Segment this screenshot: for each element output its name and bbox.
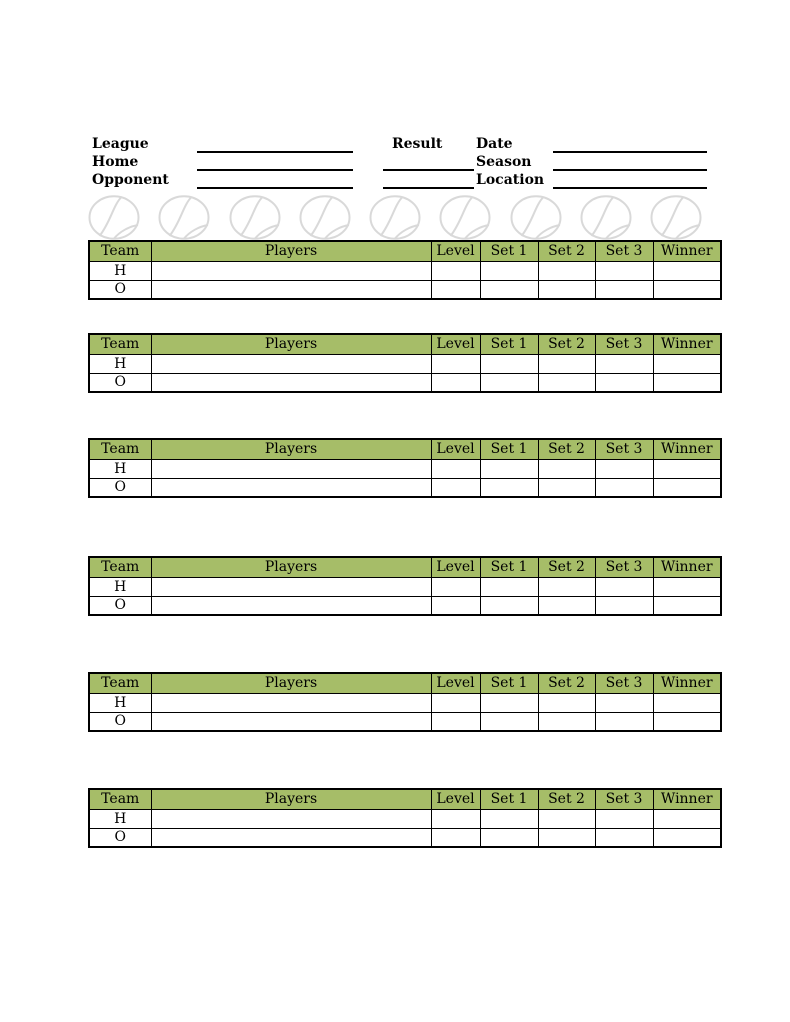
winner-column-header: Winner	[653, 557, 721, 577]
winner-cell	[653, 809, 721, 828]
home-team-row	[89, 809, 721, 828]
set3-cell	[595, 712, 653, 731]
team-cell: O	[89, 596, 151, 615]
opponent-team-row	[89, 373, 721, 392]
level-cell	[431, 280, 480, 299]
home-team-row	[89, 354, 721, 373]
table-header-row	[89, 241, 721, 261]
team-column-header: Team	[89, 241, 151, 261]
winner-cell	[653, 354, 721, 373]
players-cell	[151, 712, 431, 731]
winner-cell	[653, 596, 721, 615]
set3-cell	[595, 693, 653, 712]
level-column-header: Level	[431, 789, 480, 809]
home-blank	[197, 169, 353, 171]
players-cell	[151, 828, 431, 847]
set3-cell	[595, 261, 653, 280]
tennis-ball-row	[88, 195, 702, 240]
opponent-team-row	[89, 280, 721, 299]
winner-cell	[653, 478, 721, 497]
set1-cell	[480, 354, 538, 373]
team-cell: O	[89, 478, 151, 497]
winner-cell	[653, 459, 721, 478]
level-cell	[431, 577, 480, 596]
level-column-header: Level	[431, 439, 480, 459]
level-column-header: Level	[431, 241, 480, 261]
set1-column-header: Set 1	[480, 241, 538, 261]
set3-cell	[595, 809, 653, 828]
tennis-ball-icon	[299, 195, 351, 240]
tennis-ball-icon	[369, 195, 421, 240]
players-cell	[151, 261, 431, 280]
set2-cell	[538, 354, 595, 373]
set2-cell	[538, 809, 595, 828]
date-label: Date	[476, 136, 513, 152]
set2-column-header: Set 2	[538, 241, 595, 261]
result-blank-2	[383, 187, 474, 189]
players-column-header: Players	[151, 334, 431, 354]
season-label: Season	[476, 154, 532, 170]
set1-column-header: Set 1	[480, 557, 538, 577]
date-blank	[553, 151, 707, 153]
winner-cell	[653, 577, 721, 596]
level-column-header: Level	[431, 334, 480, 354]
table-header-row	[89, 334, 721, 354]
set3-cell	[595, 577, 653, 596]
set3-cell	[595, 828, 653, 847]
set3-cell	[595, 596, 653, 615]
level-cell	[431, 596, 480, 615]
home-team-row	[89, 577, 721, 596]
league-blank	[197, 151, 353, 153]
set2-cell	[538, 478, 595, 497]
set1-column-header: Set 1	[480, 439, 538, 459]
team-column-header: Team	[89, 789, 151, 809]
set3-column-header: Set 3	[595, 557, 653, 577]
team-cell: H	[89, 693, 151, 712]
level-cell	[431, 809, 480, 828]
players-cell	[151, 280, 431, 299]
set3-cell	[595, 280, 653, 299]
players-column-header: Players	[151, 557, 431, 577]
set2-column-header: Set 2	[538, 789, 595, 809]
match-table	[88, 556, 722, 616]
set2-cell	[538, 280, 595, 299]
result-blank-1	[383, 169, 474, 171]
table-header-row	[89, 439, 721, 459]
winner-cell	[653, 261, 721, 280]
level-cell	[431, 712, 480, 731]
tennis-ball-icon	[510, 195, 562, 240]
set1-cell	[480, 693, 538, 712]
set1-column-header: Set 1	[480, 673, 538, 693]
set2-cell	[538, 828, 595, 847]
set2-cell	[538, 712, 595, 731]
set3-column-header: Set 3	[595, 439, 653, 459]
winner-cell	[653, 712, 721, 731]
set2-column-header: Set 2	[538, 557, 595, 577]
set2-column-header: Set 2	[538, 334, 595, 354]
winner-column-header: Winner	[653, 334, 721, 354]
team-cell: O	[89, 828, 151, 847]
home-team-row	[89, 693, 721, 712]
team-cell: O	[89, 280, 151, 299]
opponent-team-row	[89, 478, 721, 497]
team-cell: O	[89, 373, 151, 392]
team-column-header: Team	[89, 334, 151, 354]
players-cell	[151, 809, 431, 828]
season-blank	[553, 169, 707, 171]
winner-cell	[653, 693, 721, 712]
players-cell	[151, 373, 431, 392]
set1-cell	[480, 828, 538, 847]
tennis-ball-icon	[158, 195, 210, 240]
set2-cell	[538, 261, 595, 280]
team-cell: H	[89, 261, 151, 280]
set1-cell	[480, 373, 538, 392]
set2-cell	[538, 577, 595, 596]
team-column-header: Team	[89, 557, 151, 577]
location-blank	[553, 187, 707, 189]
level-cell	[431, 354, 480, 373]
set2-cell	[538, 459, 595, 478]
level-cell	[431, 459, 480, 478]
set3-column-header: Set 3	[595, 673, 653, 693]
team-cell: H	[89, 354, 151, 373]
table-header-row	[89, 557, 721, 577]
winner-column-header: Winner	[653, 789, 721, 809]
players-column-header: Players	[151, 673, 431, 693]
set1-cell	[480, 809, 538, 828]
set1-cell	[480, 261, 538, 280]
set2-column-header: Set 2	[538, 673, 595, 693]
table-header-row	[89, 673, 721, 693]
tennis-ball-icon	[88, 195, 140, 240]
players-column-header: Players	[151, 439, 431, 459]
level-cell	[431, 261, 480, 280]
match-table	[88, 672, 722, 732]
set1-cell	[480, 712, 538, 731]
set3-column-header: Set 3	[595, 241, 653, 261]
tennis-ball-icon	[650, 195, 702, 240]
level-column-header: Level	[431, 557, 480, 577]
set2-cell	[538, 596, 595, 615]
winner-column-header: Winner	[653, 673, 721, 693]
set3-cell	[595, 459, 653, 478]
match-table	[88, 438, 722, 498]
opponent-blank	[197, 187, 353, 189]
set1-cell	[480, 280, 538, 299]
players-column-header: Players	[151, 789, 431, 809]
location-label: Location	[476, 172, 545, 188]
table-header-row	[89, 789, 721, 809]
level-cell	[431, 373, 480, 392]
winner-column-header: Winner	[653, 439, 721, 459]
winner-column-header: Winner	[653, 241, 721, 261]
set1-cell	[480, 596, 538, 615]
set2-column-header: Set 2	[538, 439, 595, 459]
players-cell	[151, 459, 431, 478]
opponent-team-row	[89, 828, 721, 847]
match-table	[88, 333, 722, 393]
opponent-label: Opponent	[92, 172, 169, 188]
set3-cell	[595, 373, 653, 392]
tennis-ball-icon	[229, 195, 281, 240]
team-cell: H	[89, 459, 151, 478]
team-cell: O	[89, 712, 151, 731]
set1-cell	[480, 459, 538, 478]
team-cell: H	[89, 577, 151, 596]
players-cell	[151, 596, 431, 615]
level-cell	[431, 478, 480, 497]
set3-column-header: Set 3	[595, 789, 653, 809]
players-column-header: Players	[151, 241, 431, 261]
opponent-team-row	[89, 596, 721, 615]
result-label: Result	[392, 136, 443, 152]
team-column-header: Team	[89, 673, 151, 693]
home-label: Home	[92, 154, 139, 170]
set1-cell	[480, 577, 538, 596]
winner-cell	[653, 828, 721, 847]
set1-column-header: Set 1	[480, 334, 538, 354]
home-team-row	[89, 261, 721, 280]
set3-cell	[595, 354, 653, 373]
level-cell	[431, 693, 480, 712]
level-column-header: Level	[431, 673, 480, 693]
winner-cell	[653, 280, 721, 299]
set2-cell	[538, 373, 595, 392]
tennis-ball-icon	[439, 195, 491, 240]
league-label: League	[92, 136, 149, 152]
set3-cell	[595, 478, 653, 497]
team-cell: H	[89, 809, 151, 828]
players-cell	[151, 693, 431, 712]
set1-column-header: Set 1	[480, 789, 538, 809]
players-cell	[151, 354, 431, 373]
home-team-row	[89, 459, 721, 478]
match-table	[88, 240, 722, 300]
match-table	[88, 788, 722, 848]
players-cell	[151, 478, 431, 497]
players-cell	[151, 577, 431, 596]
set2-cell	[538, 693, 595, 712]
set1-cell	[480, 478, 538, 497]
winner-cell	[653, 373, 721, 392]
tennis-ball-icon	[580, 195, 632, 240]
set3-column-header: Set 3	[595, 334, 653, 354]
opponent-team-row	[89, 712, 721, 731]
team-column-header: Team	[89, 439, 151, 459]
level-cell	[431, 828, 480, 847]
